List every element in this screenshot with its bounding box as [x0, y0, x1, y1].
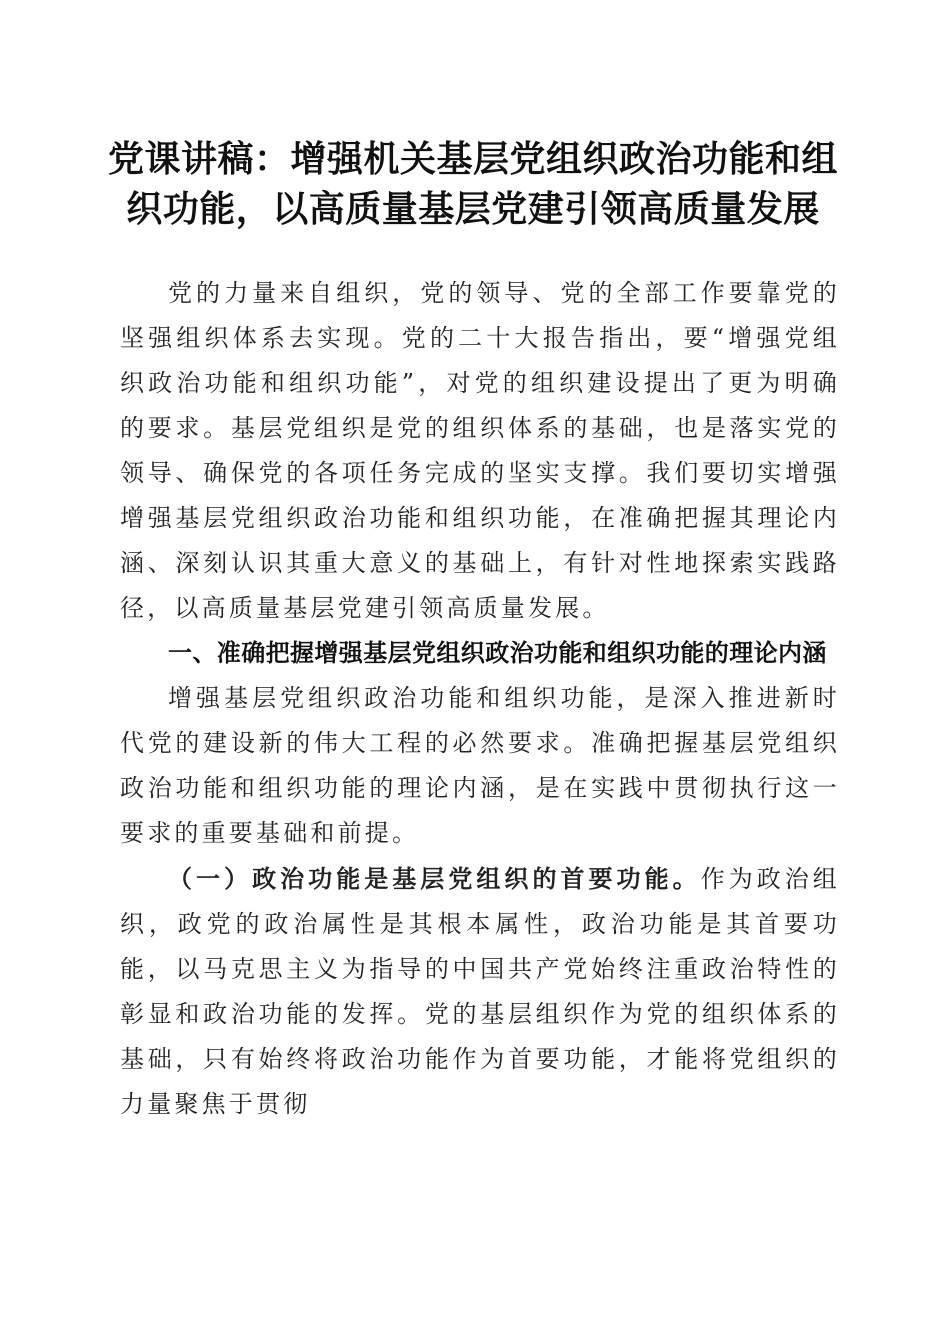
document-title: 党课讲稿：增强机关基层党组织政治功能和组织功能，以高质量基层党建引领高质量发展: [108, 138, 839, 230]
section-1-intro: 增强基层党组织政治功能和组织功能，是深入推进新时代党的建设新的伟大工程的必然要求。准确把握基层党组织政治功能和组织功能的理论内涵，是在实践中贯彻执行这一要求的重要基础和前提。: [120, 684, 840, 847]
intro-paragraph: 党的力量来自组织，党的领导、党的全部工作要靠党的坚强组织体系去实现。党的二十大报告指出，要“增强党组织政治功能和组织功能”，对党的组织建设提出了更为明确的要求。基层党组织是党的组织体系的基础，也是落实党的领导、确保党的各项任务完成的坚实支撑。我们要切实增强增强基层党组织政治功能和组织功能，在准确把握其理论内涵、深刻认识其重大意义的基础上，有针对性地探索实践路径，以高质量基层党建引领高质量发展。: [120, 279, 840, 622]
document-body: [120, 271, 840, 1127]
subsection-1-text: 作为政治组织，政党的政治属性是其根本属性，政治功能是其首要功能，以马克思主义为指导的中国共产党始终注重政治特性的彰显和政治功能的发挥。党的基层组织作为党的组织体系的基础，只有始终将政治功能作为首要功能，才能将党组织的力量聚焦于贯彻: [120, 865, 840, 1118]
section-1-heading: 一、准确把握增强基层党组织政治功能和组织功能的理论内涵: [168, 639, 827, 667]
subsection-1-heading: （一）政治功能是基层党组织的首要功能。: [168, 864, 701, 893]
subsection-1-paragraph: [120, 856, 840, 1127]
